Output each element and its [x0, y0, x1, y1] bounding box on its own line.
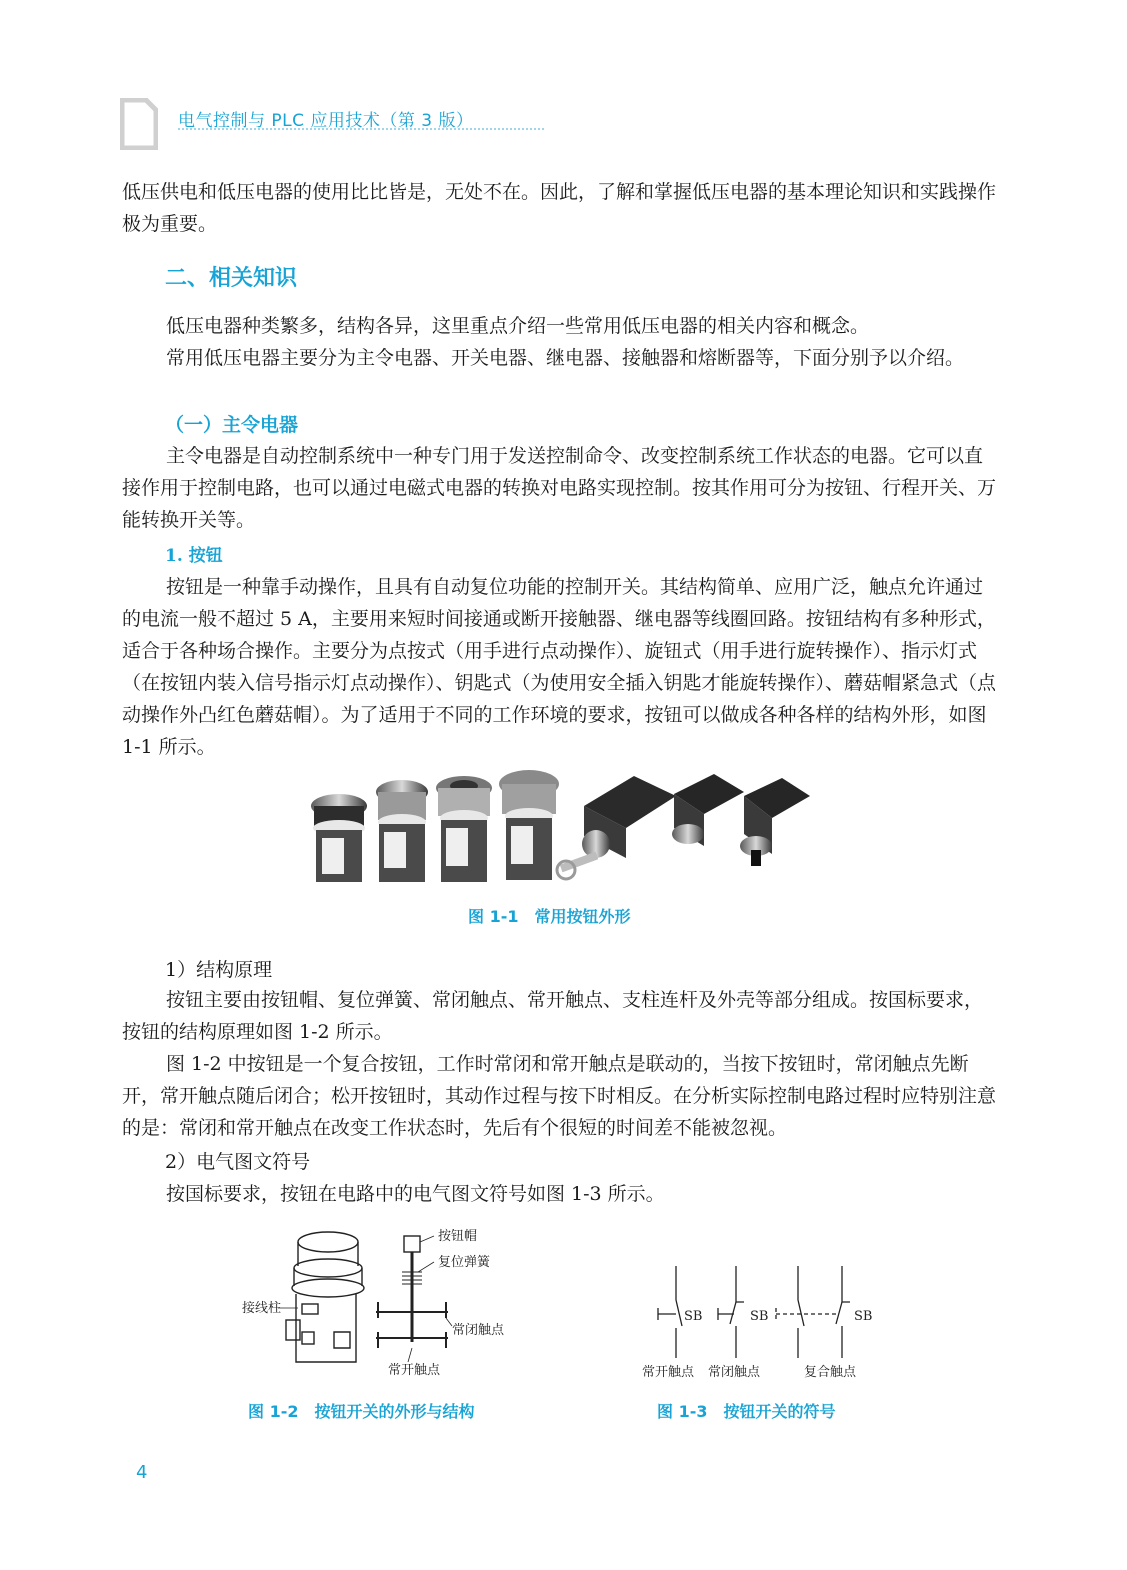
- figure-3-caption: 图 1-3 按钮开关的符号: [657, 1402, 836, 1421]
- symbol-heading: 2）电气图文符号: [165, 1151, 311, 1173]
- sb-label-2: SB: [750, 1309, 769, 1324]
- intro-paragraph: 低压供电和低压电器的使用比比皆是，无处不在。因此，了解和掌握低压电器的基本理论知识和实践操作极为重要。: [122, 181, 997, 235]
- paragraph-6: 图 1-2 中按钮是一个复合按钮，工作时常闭和常开触点是联动的，当按下按钮时，常闭触点先断开，常开触点随后闭合；松开按钮时，其动作过程与按下时相反。在分析实际控制电路过程时应特别注意的是：常闭和常开触点在改变工作状态时，先后有个很短的时间差不能被忽视。: [122, 1053, 997, 1139]
- button-unit-selector-2: [740, 778, 810, 866]
- header-rule: [178, 128, 544, 130]
- label-terminal: 接线柱: [242, 1301, 282, 1316]
- paragraph-7: 按国标要求，按钮在电路中的电气图文符号如图 1-3 所示。: [166, 1183, 665, 1205]
- button-symbol-diagram: [636, 1262, 896, 1386]
- paragraph-1: 低压电器种类繁多，结构各异，这里重点介绍一些常用低压电器的相关内容和概念。: [166, 315, 870, 337]
- button-unit-1: [311, 794, 367, 882]
- label-cap: 按钮帽: [438, 1229, 478, 1244]
- paragraph-5: 按钮主要由按钮帽、复位弹簧、常闭触点、常开触点、支柱连杆及外壳等部分组成。按国标要求，按钮的结构原理如图 1-2 所示。: [122, 989, 984, 1043]
- paragraph-4: 按钮是一种靠手动操作，且具有自动复位功能的控制开关。其结构简单、应用广泛，触点允许通过的电流一般不超过 5 A，主要用来短时间接通或断开接触器、继电器等线圈回路。按钮结构有多种形式，适合于各种场合操作。主要分为点按式（用手进行点动操作）、旋钮式（用手进行旋转操作）、指示灯式（在按钮内装入信号指示灯点动操作）、钥匙式（为使用安全插入钥匙才能旋转操作）、蘑菇帽紧急式（点动操作外凸红色蘑菇帽）。为了适用于不同的工作环境的要求，按钮可以做成各种各样的结构外形，如图 1-1 所示。: [122, 576, 997, 758]
- button-structure-diagram: [238, 1222, 528, 1382]
- section-title: 二、相关知识: [165, 266, 298, 291]
- label-no-contact: 常开触点: [642, 1365, 695, 1380]
- label-nc-contact: 常闭触点: [708, 1365, 761, 1380]
- structure-heading: 1）结构原理: [165, 959, 273, 981]
- running-title: 电气控制与 PLC 应用技术（第 3 版）: [178, 111, 474, 131]
- page-number: 4: [136, 1462, 148, 1483]
- sb-label-1: SB: [684, 1309, 703, 1324]
- label-nc: 常闭触点: [452, 1323, 505, 1338]
- item-title: 1. 按钮: [165, 546, 223, 566]
- button-unit-4: [499, 770, 559, 880]
- button-unit-key: [557, 776, 676, 879]
- sb-label-3: SB: [854, 1309, 873, 1324]
- button-unit-2: [376, 780, 428, 882]
- label-spring: 复位弹簧: [438, 1255, 491, 1270]
- pushbutton-photo: [304, 766, 814, 896]
- figure-1-caption: 图 1-1 常用按钮外形: [468, 907, 631, 926]
- button-unit-selector-1: [672, 774, 744, 846]
- subsection-title: （一）主令电器: [165, 414, 299, 436]
- button-unit-3: [436, 776, 492, 882]
- figure-2-caption: 图 1-2 按钮开关的外形与结构: [248, 1402, 475, 1421]
- label-no: 常开触点: [388, 1363, 441, 1378]
- corner-bracket-icon: [120, 98, 158, 150]
- paragraph-2: 常用低压电器主要分为主令电器、开关电器、继电器、接触器和熔断器等，下面分别予以介绍。: [166, 347, 965, 369]
- paragraph-3: 主令电器是自动控制系统中一种专门用于发送控制命令、改变控制系统工作状态的电器。它可以直接作用于控制电路，也可以通过电磁式电器的转换对电路实现控制。按其作用可分为按钮、行程开关、万能转换开关等。: [122, 445, 997, 531]
- label-combo-contact: 复合触点: [804, 1365, 857, 1380]
